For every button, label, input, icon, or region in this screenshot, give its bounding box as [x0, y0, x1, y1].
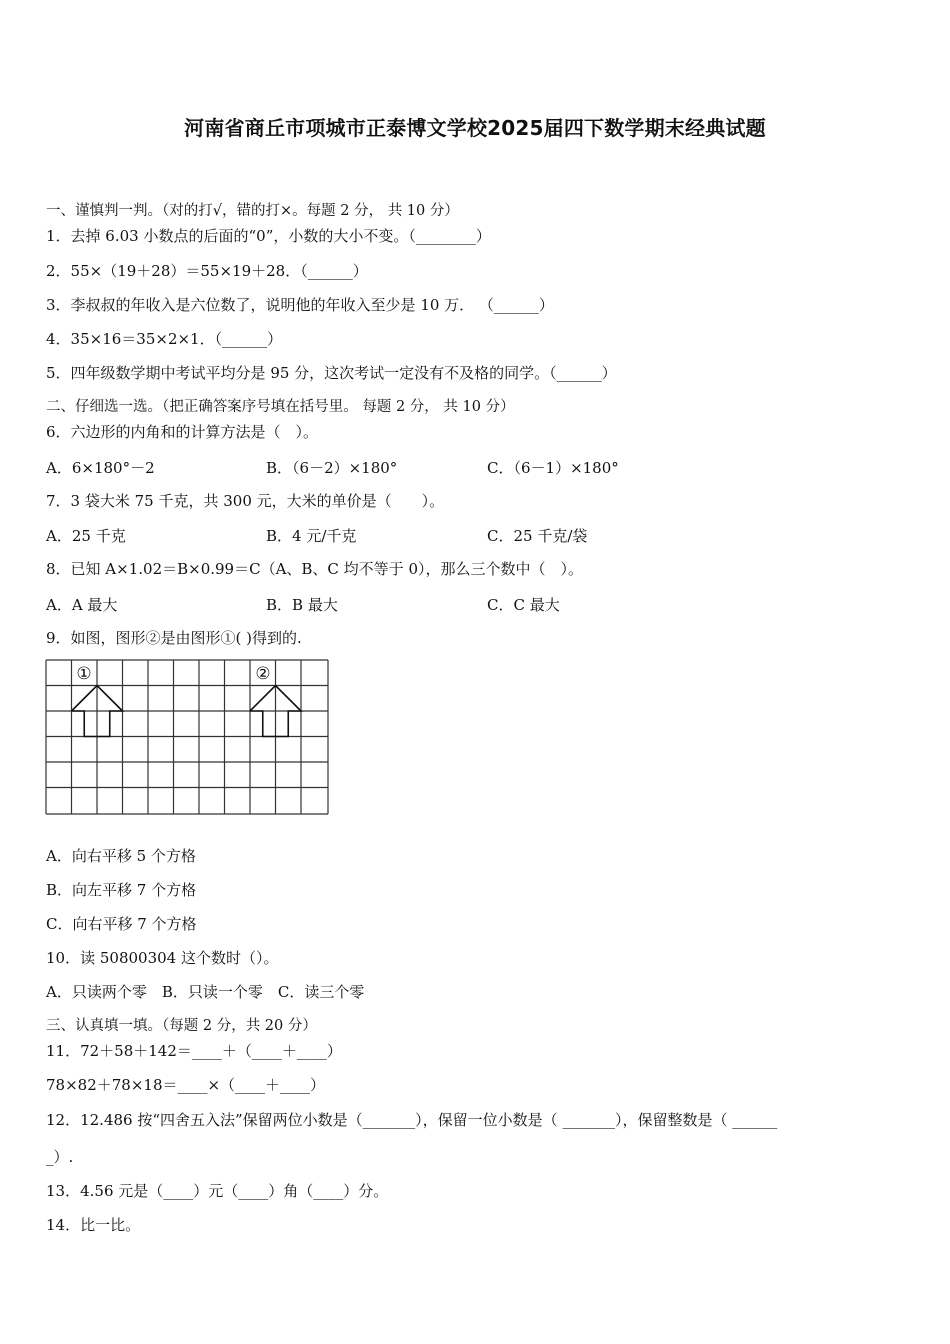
- shape-label-2: ②: [255, 664, 271, 684]
- option-b: B．4 元/千克: [266, 527, 357, 545]
- question-13: 13．4.56 元是（____）元（____）角（____）分。: [46, 1182, 389, 1200]
- option-a: A．A 最大: [46, 596, 118, 614]
- question-9: 9．如图，图形②是由图形①( )得到的.: [46, 629, 302, 647]
- option-c: C．C 最大: [487, 596, 560, 614]
- question-1: 1．去掉 6.03 小数点的后面的“0”，小数的大小不变。（________）: [46, 227, 491, 245]
- page-title: 河南省商丘市项城市正泰博文学校2025届四下数学期末经典试题: [184, 116, 766, 140]
- question-7-options: [46, 525, 906, 545]
- option-c: C．（6－1）×180°: [487, 459, 619, 477]
- question-10-options: A．只读两个零 B．只读一个零 C．读三个零: [46, 983, 365, 1001]
- question-4: 4．35×16＝35×2×1．（______）: [46, 330, 283, 348]
- section-3-heading: 三、认真填一填。（每题 2 分，共 20 分）: [46, 1018, 317, 1034]
- question-9-option-b: B．向左平移 7 个方格: [46, 881, 197, 899]
- option-a: A．6×180°－2: [46, 459, 155, 477]
- question-11-line-1: 11．72＋58＋142＝____＋（____＋____）: [46, 1042, 342, 1060]
- question-14: 14．比一比。: [46, 1216, 141, 1234]
- option-a: A．25 千克: [46, 527, 126, 545]
- option-c: C．25 千克/袋: [487, 527, 588, 545]
- question-5: 5．四年级数学期中考试平均分是 95 分，这次考试一定没有不及格的同学。（______）: [46, 364, 617, 382]
- question-8-options: [46, 594, 906, 614]
- option-b: B．B 最大: [266, 596, 338, 614]
- question-2: 2．55×（19＋28）＝55×19＋28．（______）: [46, 262, 368, 280]
- shape-label-1: ①: [76, 664, 92, 684]
- question-6-options: [46, 457, 906, 477]
- question-7: 7．3 袋大米 75 千克，共 300 元，大米的单价是（ ）。: [46, 492, 445, 510]
- option-b: B．（6－2）×180°: [266, 459, 398, 477]
- question-10: 10．读 50800304 这个数时（）。: [46, 949, 279, 967]
- question-9-option-c: C．向右平移 7 个方格: [46, 915, 197, 933]
- translation-grid-figure: [45, 659, 329, 815]
- grid-svg: [45, 659, 329, 815]
- question-12-line-2: _）.: [46, 1148, 74, 1166]
- question-9-option-a: A．向右平移 5 个方格: [46, 847, 196, 865]
- section-1-heading: 一、谨慎判一判。（对的打√，错的打×。每题 2 分， 共 10 分）: [46, 203, 459, 219]
- question-6: 6．六边形的内角和的计算方法是（ ）。: [46, 423, 319, 441]
- question-12-line-1: 12．12.486 按“四舍五入法”保留两位小数是（_______），保留一位小数是（ _______），保留整数是（ ______: [46, 1111, 778, 1129]
- section-2-heading: 二、仔细选一选。（把正确答案序号填在括号里。 每题 2 分， 共 10 分）: [46, 399, 515, 415]
- question-3: 3．李叔叔的年收入是六位数了，说明他的年收入至少是 10 万． （______）: [46, 296, 554, 314]
- question-11-line-2: 78×82＋78×18＝____×（____＋____）: [46, 1076, 326, 1094]
- question-8: 8．已知 A×1.02＝B×0.99＝C（A、B、C 均不等于 0），那么三个数中（ ）。: [46, 560, 583, 578]
